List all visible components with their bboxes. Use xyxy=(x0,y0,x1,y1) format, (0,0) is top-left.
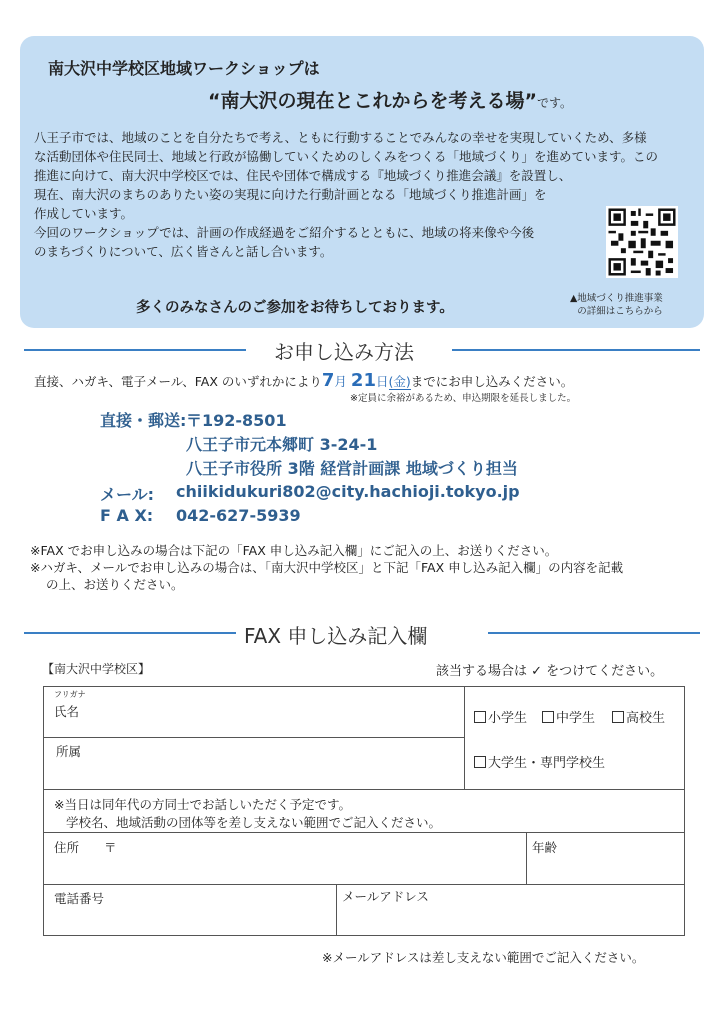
direct-label: 直接・郵送: xyxy=(100,411,187,430)
mail-label: メール: xyxy=(100,485,155,504)
option-high-school[interactable]: 高校生 xyxy=(612,707,665,726)
school-label: 【南大沢中学校区】 xyxy=(42,662,151,676)
note-fax: ※FAX でお申し込みの場合は下記の「FAX 申し込み記入欄」にご記入の上、お送りください。 xyxy=(30,543,558,558)
howto-title: お申し込み方法 xyxy=(274,340,414,364)
deadline-month: 7 xyxy=(321,370,335,391)
intro-subtitle: “南大沢の現在とこれからを考える場”です。 xyxy=(208,90,573,112)
section-divider xyxy=(488,632,700,634)
footer-note: ※メールアドレスは差し支えない範囲でご記入ください。 xyxy=(322,950,645,965)
phone-label: 電話番号 xyxy=(54,891,105,906)
form-divider xyxy=(43,832,685,833)
email-label: メールアドレス xyxy=(342,889,429,904)
form-note-2: 学校名、地域活動の団体等を差し支えない範囲でご記入ください。 xyxy=(66,815,442,830)
address-line-2: 八王子市役所 3階 経営計画課 地域づくり担当 xyxy=(186,459,518,478)
name-label: 氏名 xyxy=(54,704,80,719)
form-divider xyxy=(526,832,527,884)
form-note-1: ※当日は同年代の方同士でお話しいただく予定です。 xyxy=(54,797,351,812)
checkbox-icon[interactable] xyxy=(612,711,624,723)
address-line-1: 八王子市元本郷町 3-24-1 xyxy=(186,435,378,454)
form-divider xyxy=(43,789,685,790)
option-junior-high[interactable]: 中学生 xyxy=(542,707,595,726)
form-divider xyxy=(43,884,685,885)
section-divider xyxy=(24,632,236,634)
section-divider xyxy=(452,349,700,351)
fax-form-title: FAX 申し込み記入欄 xyxy=(244,624,428,648)
form-divider xyxy=(336,884,337,936)
checkbox-icon[interactable] xyxy=(474,711,486,723)
qr-code-icon[interactable] xyxy=(606,206,678,278)
postal-code: 〒192-8501 xyxy=(186,411,287,430)
form-divider xyxy=(464,686,465,790)
qr-note: ▲地域づくり推進事業 の詳細はこちらから xyxy=(570,293,663,317)
option-university[interactable]: 大学生・専門学校生 xyxy=(474,752,605,771)
closing-message: 多くのみなさんのご参加をお待ちしております。 xyxy=(136,300,454,316)
checkbox-icon[interactable] xyxy=(474,756,486,768)
mail-link[interactable]: chiikidukuri802@city.hachioji.tokyo.jp xyxy=(176,482,520,501)
checkbox-icon[interactable] xyxy=(542,711,554,723)
option-elementary[interactable]: 小学生 xyxy=(474,707,527,726)
fax-label: F A X: xyxy=(100,506,154,525)
extension-note: ※定員に余裕があるため、申込期限を延長しました。 xyxy=(350,393,577,404)
address-postal-mark: 〒 xyxy=(104,840,117,855)
form-divider xyxy=(43,737,465,738)
intro-title: 南大沢中学校区地域ワークショップは xyxy=(48,59,320,78)
howto-text: 直接、ハガキ、電子メール、FAX のいずれかにより7月 21日(金)までにお申し込みください。 xyxy=(34,370,574,391)
deadline-day: 21 xyxy=(350,370,376,391)
age-label: 年齢 xyxy=(532,840,558,855)
check-hint: 該当する場合は ✓ をつけてください。 xyxy=(436,664,664,679)
fax-number: 042-627-5939 xyxy=(176,506,301,525)
affiliation-label: 所属 xyxy=(56,744,82,759)
intro-body: 八王子市では、地域のことを自分たちで考え、ともに行動することでみんなの幸せを実現していくため、多様 な活動団体や住民同士、地域と行政が協働していくためのしくみをつくる「地域づくり」を進めています。この 推進に向けて、南大沢中学校区では、住民や団体で構成する『地域づくり推進会議』を設置し、 現在、南大沢のまちのありたい姿の実現に向けた行動計画となる「地域づくり推進計画」を 作成しています。 今回のワークショップでは、計画の作成経過をご紹介するとともに、地域の将来像や今後 のまちづくりについて、広く皆さんと話し合います。 xyxy=(34,130,659,259)
note-postcard: ※ハガキ、メールでお申し込みの場合は、「南大沢中学校区」と下記「FAX 申し込み記入欄」の内容を記載 xyxy=(30,560,624,575)
furigana-label: フリガナ xyxy=(54,690,86,699)
address-label: 住所 xyxy=(54,840,80,855)
note-postcard-cont: の上、お送りください。 xyxy=(46,577,184,592)
section-divider xyxy=(24,349,246,351)
